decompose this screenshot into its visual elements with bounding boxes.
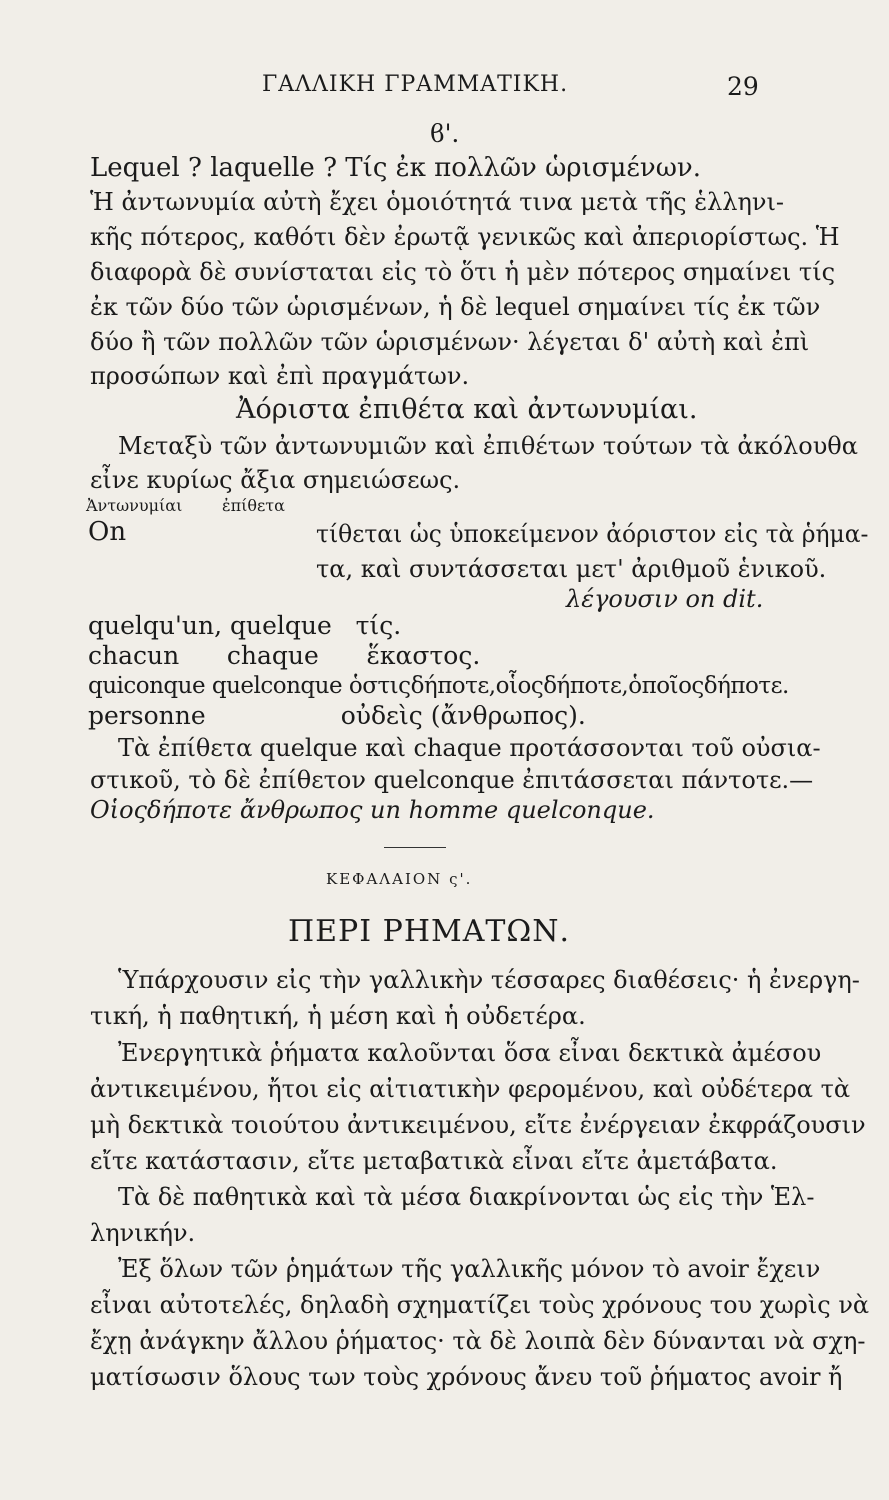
table-on-desc: τίθεται ὡς ὑποκείμενον ἀόριστον εἰς τὰ ῥήμα-	[316, 520, 869, 548]
table-row: quiconque quelconque ὁστιςδήποτε,οἷοςδήποτε,ὁποῖοςδήποτε.	[88, 673, 789, 699]
text-line: Οἱοςδήποτε ἄνθρωπος un homme quelconque.	[90, 796, 655, 824]
divider	[384, 847, 446, 848]
table-row: chacun chaque ἕκαστος.	[88, 641, 481, 670]
table-on-desc: τα, καὶ συντάσσεται μετ' ἀριθμοῦ ἑνικοῦ.	[316, 555, 827, 583]
chapter-title: ΠΕΡΙ ΡΗΜΑΤΩΝ.	[288, 914, 571, 949]
running-header	[0, 72, 889, 108]
text-line: τική, ἡ παθητική, ἡ μέση καὶ ἡ οὐδετέρα.	[90, 1002, 586, 1030]
table-on-word: On	[88, 517, 127, 547]
table-header-pronouns: Ἀντωνυμίαι	[86, 496, 183, 515]
table-row: personne οὐδεὶς (ἄνθρωπος).	[88, 701, 586, 730]
running-title: ΓΑΛΛΙΚΗ ΓΡΑΜΜΑΤΙΚΗ.	[262, 72, 569, 97]
table-on-example: λέγουσιν on dit.	[566, 585, 764, 613]
text-line: διαφορὰ δὲ συνίσταται εἰς τὸ ὅτι ἡ μὲν πότερος σημαίνει τίς	[90, 258, 836, 286]
text-line: μὴ δεκτικὰ τοιούτου ἀντικειμένου, εἴτε ἐνέργειαν ἐκφράζουσιν	[90, 1111, 866, 1139]
text-line: ματίσωσιν ὅλους των τοὺς χρόνους ἄνευ τοῦ ῥήματος avoir ἤ	[90, 1363, 843, 1391]
table-row: quelqu'un, quelque τίς.	[88, 611, 402, 640]
text-line: Τὰ ἐπίθετα quelque καὶ chaque προτάσσονται τοῦ οὐσια-	[118, 734, 821, 762]
text-line: δύο ἢ τῶν πολλῶν τῶν ὡρισμένων· λέγεται δ' αὐτὴ καὶ ἐπὶ	[90, 328, 810, 356]
text-line: Τὰ δὲ παθητικὰ καὶ τὰ μέσα διακρίνονται ὡς εἰς τὴν Ἑλ-	[118, 1183, 815, 1211]
text-line: ἀντικειμένου, ἤτοι εἰς αἰτιατικὴν φερομένου, καὶ οὐδέτερα τὰ	[90, 1075, 851, 1103]
text-line: Μεταξὺ τῶν ἀντωνυμιῶν καὶ ἐπιθέτων τούτων τὰ ἀκόλουθα	[118, 432, 858, 460]
text-line: προσώπων καὶ ἐπὶ πραγμάτων.	[90, 362, 470, 390]
text-line: ἐκ τῶν δύο τῶν ὡρισμένων, ἡ δὲ lequel σημαίνει τίς ἐκ τῶν	[90, 293, 821, 321]
section-heading: Ἀόριστα ἐπιθέτα καὶ ἀντωνυμίαι.	[236, 394, 698, 425]
text-line: ἔχῃ ἀνάγκην ἄλλου ῥήματος· τὰ δὲ λοιπὰ δὲν δύνανται νὰ σχη-	[90, 1327, 866, 1355]
text-line: Ἡ ἀντωνυμία αὐτὴ ἔχει ὁμοιότητά τινα μετὰ τῆς ἑλληνι-	[90, 188, 784, 216]
text-line: εἶνε κυρίως ἄξια σημειώσεως.	[90, 466, 461, 494]
section-marker: ϐ'.	[430, 119, 460, 148]
text-line: κῆς πότερος, καθότι δὲν ἐρωτᾷ γενικῶς καὶ ἀπεριορίστως. Ἡ	[90, 223, 840, 251]
text-line: Ὑπάρχουσιν εἰς τὴν γαλλικὴν τέσσαρες διαθέσεις· ἡ ἐνεργη-	[118, 966, 860, 994]
text-line: ληνικήν.	[90, 1219, 196, 1247]
text-line: στικοῦ, τὸ δὲ ἐπίθετον quelconque ἐπιτάσσεται πάντοτε.—	[90, 766, 814, 794]
chapter-label: ΚΕΦΑΛΑΙΟΝ ς'.	[326, 870, 473, 888]
text-line: Ἐξ ὅλων τῶν ῥημάτων τῆς γαλλικῆς μόνον τὸ avoir ἔχειν	[118, 1255, 821, 1283]
text-line: Lequel ? laquelle ? Τίς ἐκ πολλῶν ὡρισμένων.	[90, 153, 701, 183]
text-line: εἶναι αὐτοτελές, δηλαδὴ σχηματίζει τοὺς χρόνους του χωρὶς νὰ	[90, 1291, 870, 1319]
table-header-adjectives: ἐπίθετα	[222, 496, 285, 515]
text-line: Ἐνεργητικὰ ῥήματα καλοῦνται ὅσα εἶναι δεκτικὰ ἀμέσου	[118, 1039, 822, 1067]
page-number: 29	[727, 72, 759, 101]
text-line: εἴτε κατάστασιν, εἴτε μεταβατικὰ εἶναι εἴτε ἀμετάβατα.	[90, 1147, 778, 1175]
